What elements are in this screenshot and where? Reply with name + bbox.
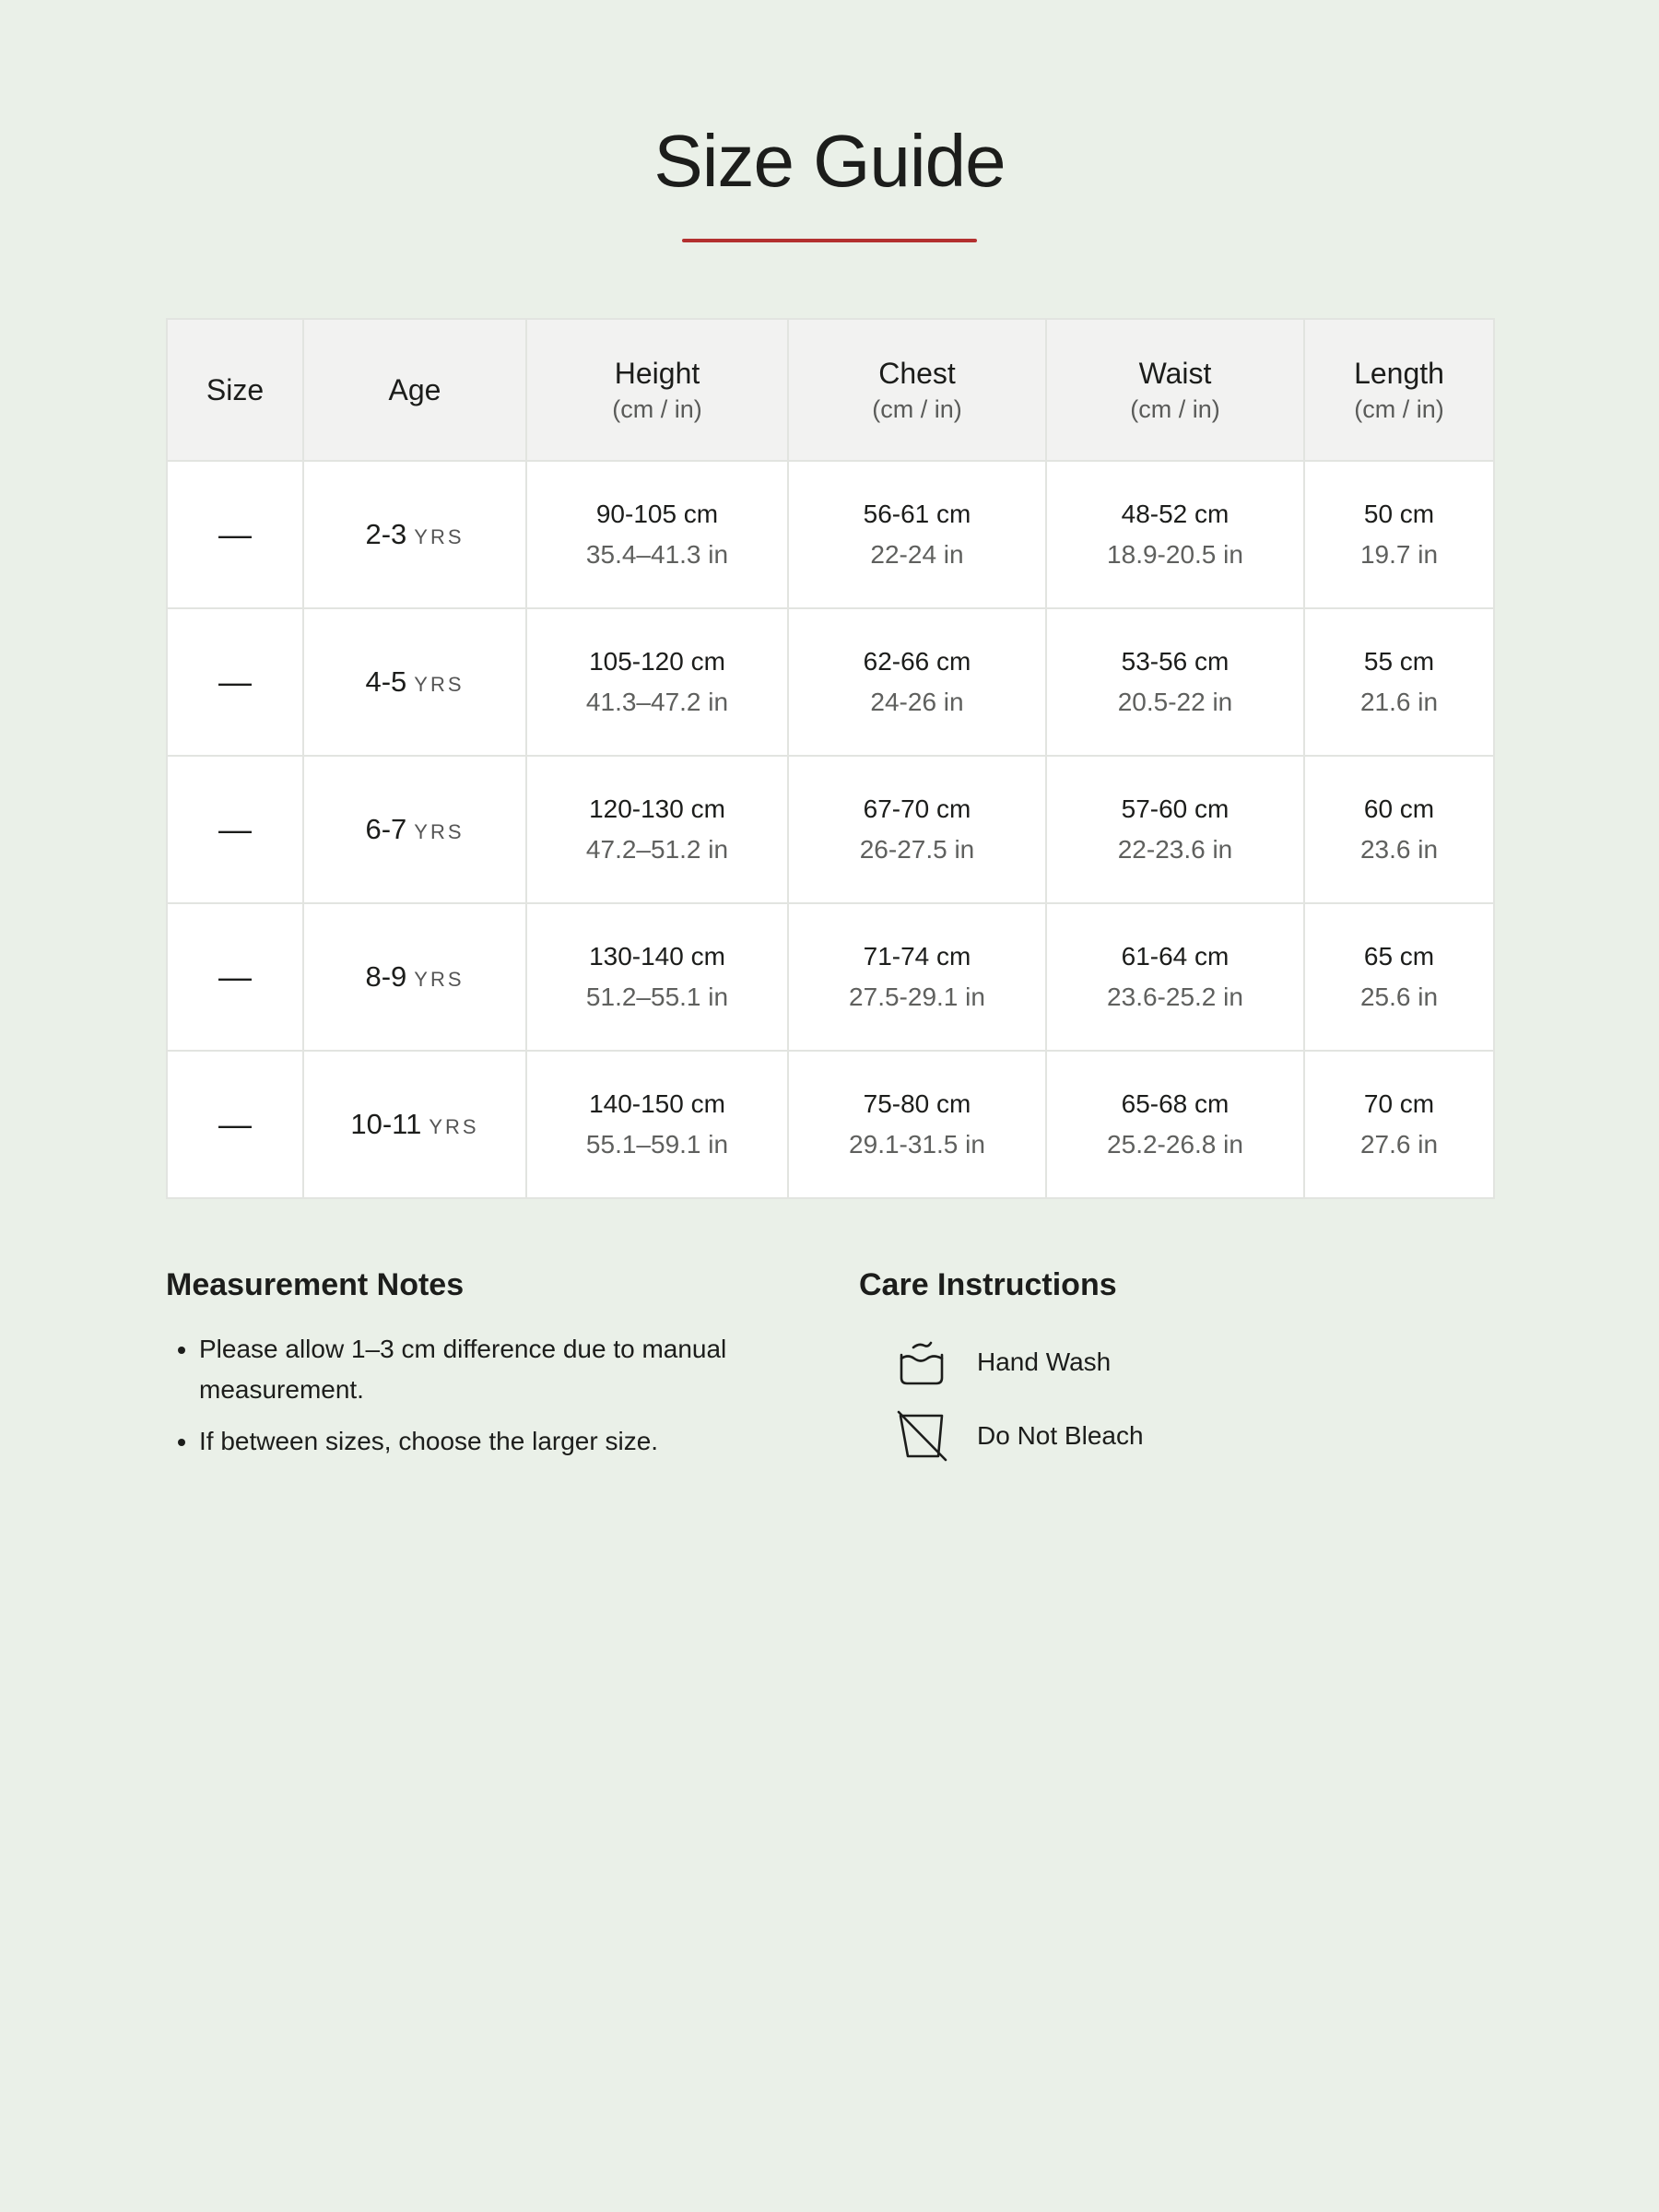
length-cell xyxy=(1304,903,1494,1051)
age-value: 6-7 xyxy=(365,813,407,845)
chest-cm: 56-61 cm xyxy=(863,500,971,528)
waist-cm: 65-68 cm xyxy=(1121,1089,1230,1118)
size-cell xyxy=(167,903,303,1051)
height-cell xyxy=(526,1051,788,1198)
height-in: 55.1–59.1 in xyxy=(585,1130,729,1159)
age-value: 8-9 xyxy=(365,960,407,993)
table-row xyxy=(167,461,1494,608)
height-cm: 130-140 cm xyxy=(589,942,725,971)
age-value: 10-11 xyxy=(350,1108,422,1140)
header-label: Size xyxy=(206,373,265,406)
chest-in: 26-27.5 in xyxy=(859,835,975,864)
size-cell xyxy=(167,608,303,756)
height-cm: 90-105 cm xyxy=(595,500,719,528)
chest-cell xyxy=(788,461,1046,608)
waist-in: 25.2-26.8 in xyxy=(1107,1130,1243,1159)
length-cm: 55 cm xyxy=(1363,647,1435,676)
waist-cm: 53-56 cm xyxy=(1121,647,1230,676)
page-title: Size Guide xyxy=(653,120,1006,202)
age-unit: YRS xyxy=(414,673,465,696)
length-cm: 50 cm xyxy=(1363,500,1435,528)
care-instructions-list xyxy=(894,1335,1355,1482)
title-underline xyxy=(682,239,977,242)
height-cell xyxy=(526,608,788,756)
chest-in: 27.5-29.1 in xyxy=(849,982,985,1011)
age-cell xyxy=(303,1051,526,1198)
length-cm: 65 cm xyxy=(1363,942,1435,971)
chest-cm: 71-74 cm xyxy=(863,942,971,971)
care-label: Do Not Bleach xyxy=(977,1421,1144,1450)
size-value: — xyxy=(218,1105,252,1143)
chest-cell xyxy=(788,1051,1046,1198)
chest-in: 29.1-31.5 in xyxy=(849,1130,985,1159)
height-in: 51.2–55.1 in xyxy=(585,982,729,1011)
height-cell xyxy=(526,461,788,608)
length-cell xyxy=(1304,608,1494,756)
age-value: 4-5 xyxy=(365,665,407,698)
waist-cm: 48-52 cm xyxy=(1121,500,1230,528)
age-cell xyxy=(303,903,526,1051)
table-row xyxy=(167,608,1494,756)
length-cm: 60 cm xyxy=(1363,794,1435,823)
table-row xyxy=(167,1051,1494,1198)
length-in: 19.7 in xyxy=(1359,540,1439,569)
header-size xyxy=(167,319,303,461)
care-item-hand-wash xyxy=(894,1335,1355,1390)
header-unit: (cm / in) xyxy=(1130,395,1220,423)
age-cell xyxy=(303,608,526,756)
size-value: — xyxy=(218,958,252,995)
header-waist xyxy=(1046,319,1304,461)
length-in: 25.6 in xyxy=(1359,982,1439,1011)
size-cell xyxy=(167,756,303,903)
table-row xyxy=(167,903,1494,1051)
care-label: Hand Wash xyxy=(977,1347,1112,1376)
age-cell xyxy=(303,756,526,903)
waist-cell xyxy=(1046,461,1304,608)
header-age xyxy=(303,319,526,461)
table-row xyxy=(167,756,1494,903)
waist-cm: 61-64 cm xyxy=(1121,942,1230,971)
header-label: Length xyxy=(1354,357,1444,390)
length-in: 21.6 in xyxy=(1359,688,1439,716)
height-cm: 105-120 cm xyxy=(589,647,725,676)
waist-in: 18.9-20.5 in xyxy=(1107,540,1243,569)
length-cell xyxy=(1304,756,1494,903)
length-in: 23.6 in xyxy=(1359,835,1439,864)
age-unit: YRS xyxy=(414,525,465,548)
height-in: 35.4–41.3 in xyxy=(585,540,729,569)
header-label: Age xyxy=(388,373,441,406)
waist-cell xyxy=(1046,1051,1304,1198)
age-unit: YRS xyxy=(414,820,465,843)
waist-cell xyxy=(1046,756,1304,903)
measurement-notes-heading: Measurement Notes xyxy=(166,1267,465,1302)
chest-cm: 62-66 cm xyxy=(863,647,971,676)
height-cm: 140-150 cm xyxy=(589,1089,725,1118)
age-unit: YRS xyxy=(429,1115,479,1138)
header-chest xyxy=(788,319,1046,461)
hand-wash-icon xyxy=(894,1335,949,1390)
care-instructions-heading: Care Instructions xyxy=(859,1267,1117,1302)
size-value: — xyxy=(218,663,252,700)
chest-cell xyxy=(788,608,1046,756)
list-item: • Please allow 1–3 cm difference due to manual measurement. xyxy=(199,1329,826,1410)
age-unit: YRS xyxy=(414,968,465,991)
chest-in: 24-26 in xyxy=(870,688,964,716)
size-cell xyxy=(167,461,303,608)
waist-in: 23.6-25.2 in xyxy=(1107,982,1243,1011)
height-cell xyxy=(526,903,788,1051)
care-item-do-not-bleach xyxy=(894,1408,1355,1464)
waist-cell xyxy=(1046,903,1304,1051)
height-cm: 120-130 cm xyxy=(589,794,725,823)
header-label: Chest xyxy=(878,357,956,390)
size-value: — xyxy=(218,515,252,553)
header-unit: (cm / in) xyxy=(1354,395,1444,423)
waist-cell xyxy=(1046,608,1304,756)
height-cell xyxy=(526,756,788,903)
chest-cm: 75-80 cm xyxy=(863,1089,971,1118)
waist-in: 20.5-22 in xyxy=(1117,688,1233,716)
header-height xyxy=(526,319,788,461)
length-cell xyxy=(1304,1051,1494,1198)
size-value: — xyxy=(218,810,252,848)
chest-cell xyxy=(788,903,1046,1051)
chest-in: 22-24 in xyxy=(870,540,964,569)
do-not-bleach-icon xyxy=(894,1408,949,1464)
list-item: • If between sizes, choose the larger size. xyxy=(199,1421,826,1462)
size-cell xyxy=(167,1051,303,1198)
waist-cm: 57-60 cm xyxy=(1121,794,1230,823)
length-in: 27.6 in xyxy=(1359,1130,1439,1159)
table-header-row xyxy=(167,319,1494,461)
height-in: 41.3–47.2 in xyxy=(585,688,729,716)
size-table xyxy=(166,318,1495,1199)
header-length xyxy=(1304,319,1494,461)
chest-cell xyxy=(788,756,1046,903)
age-value: 2-3 xyxy=(365,518,407,550)
header-label: Waist xyxy=(1138,357,1212,390)
waist-in: 22-23.6 in xyxy=(1117,835,1233,864)
height-in: 47.2–51.2 in xyxy=(585,835,729,864)
measurement-notes-list xyxy=(166,1329,826,1473)
chest-cm: 67-70 cm xyxy=(863,794,971,823)
header-label: Height xyxy=(614,357,700,390)
length-cm: 70 cm xyxy=(1363,1089,1435,1118)
header-unit: (cm / in) xyxy=(872,395,962,423)
header-unit: (cm / in) xyxy=(612,395,702,423)
length-cell xyxy=(1304,461,1494,608)
age-cell xyxy=(303,461,526,608)
